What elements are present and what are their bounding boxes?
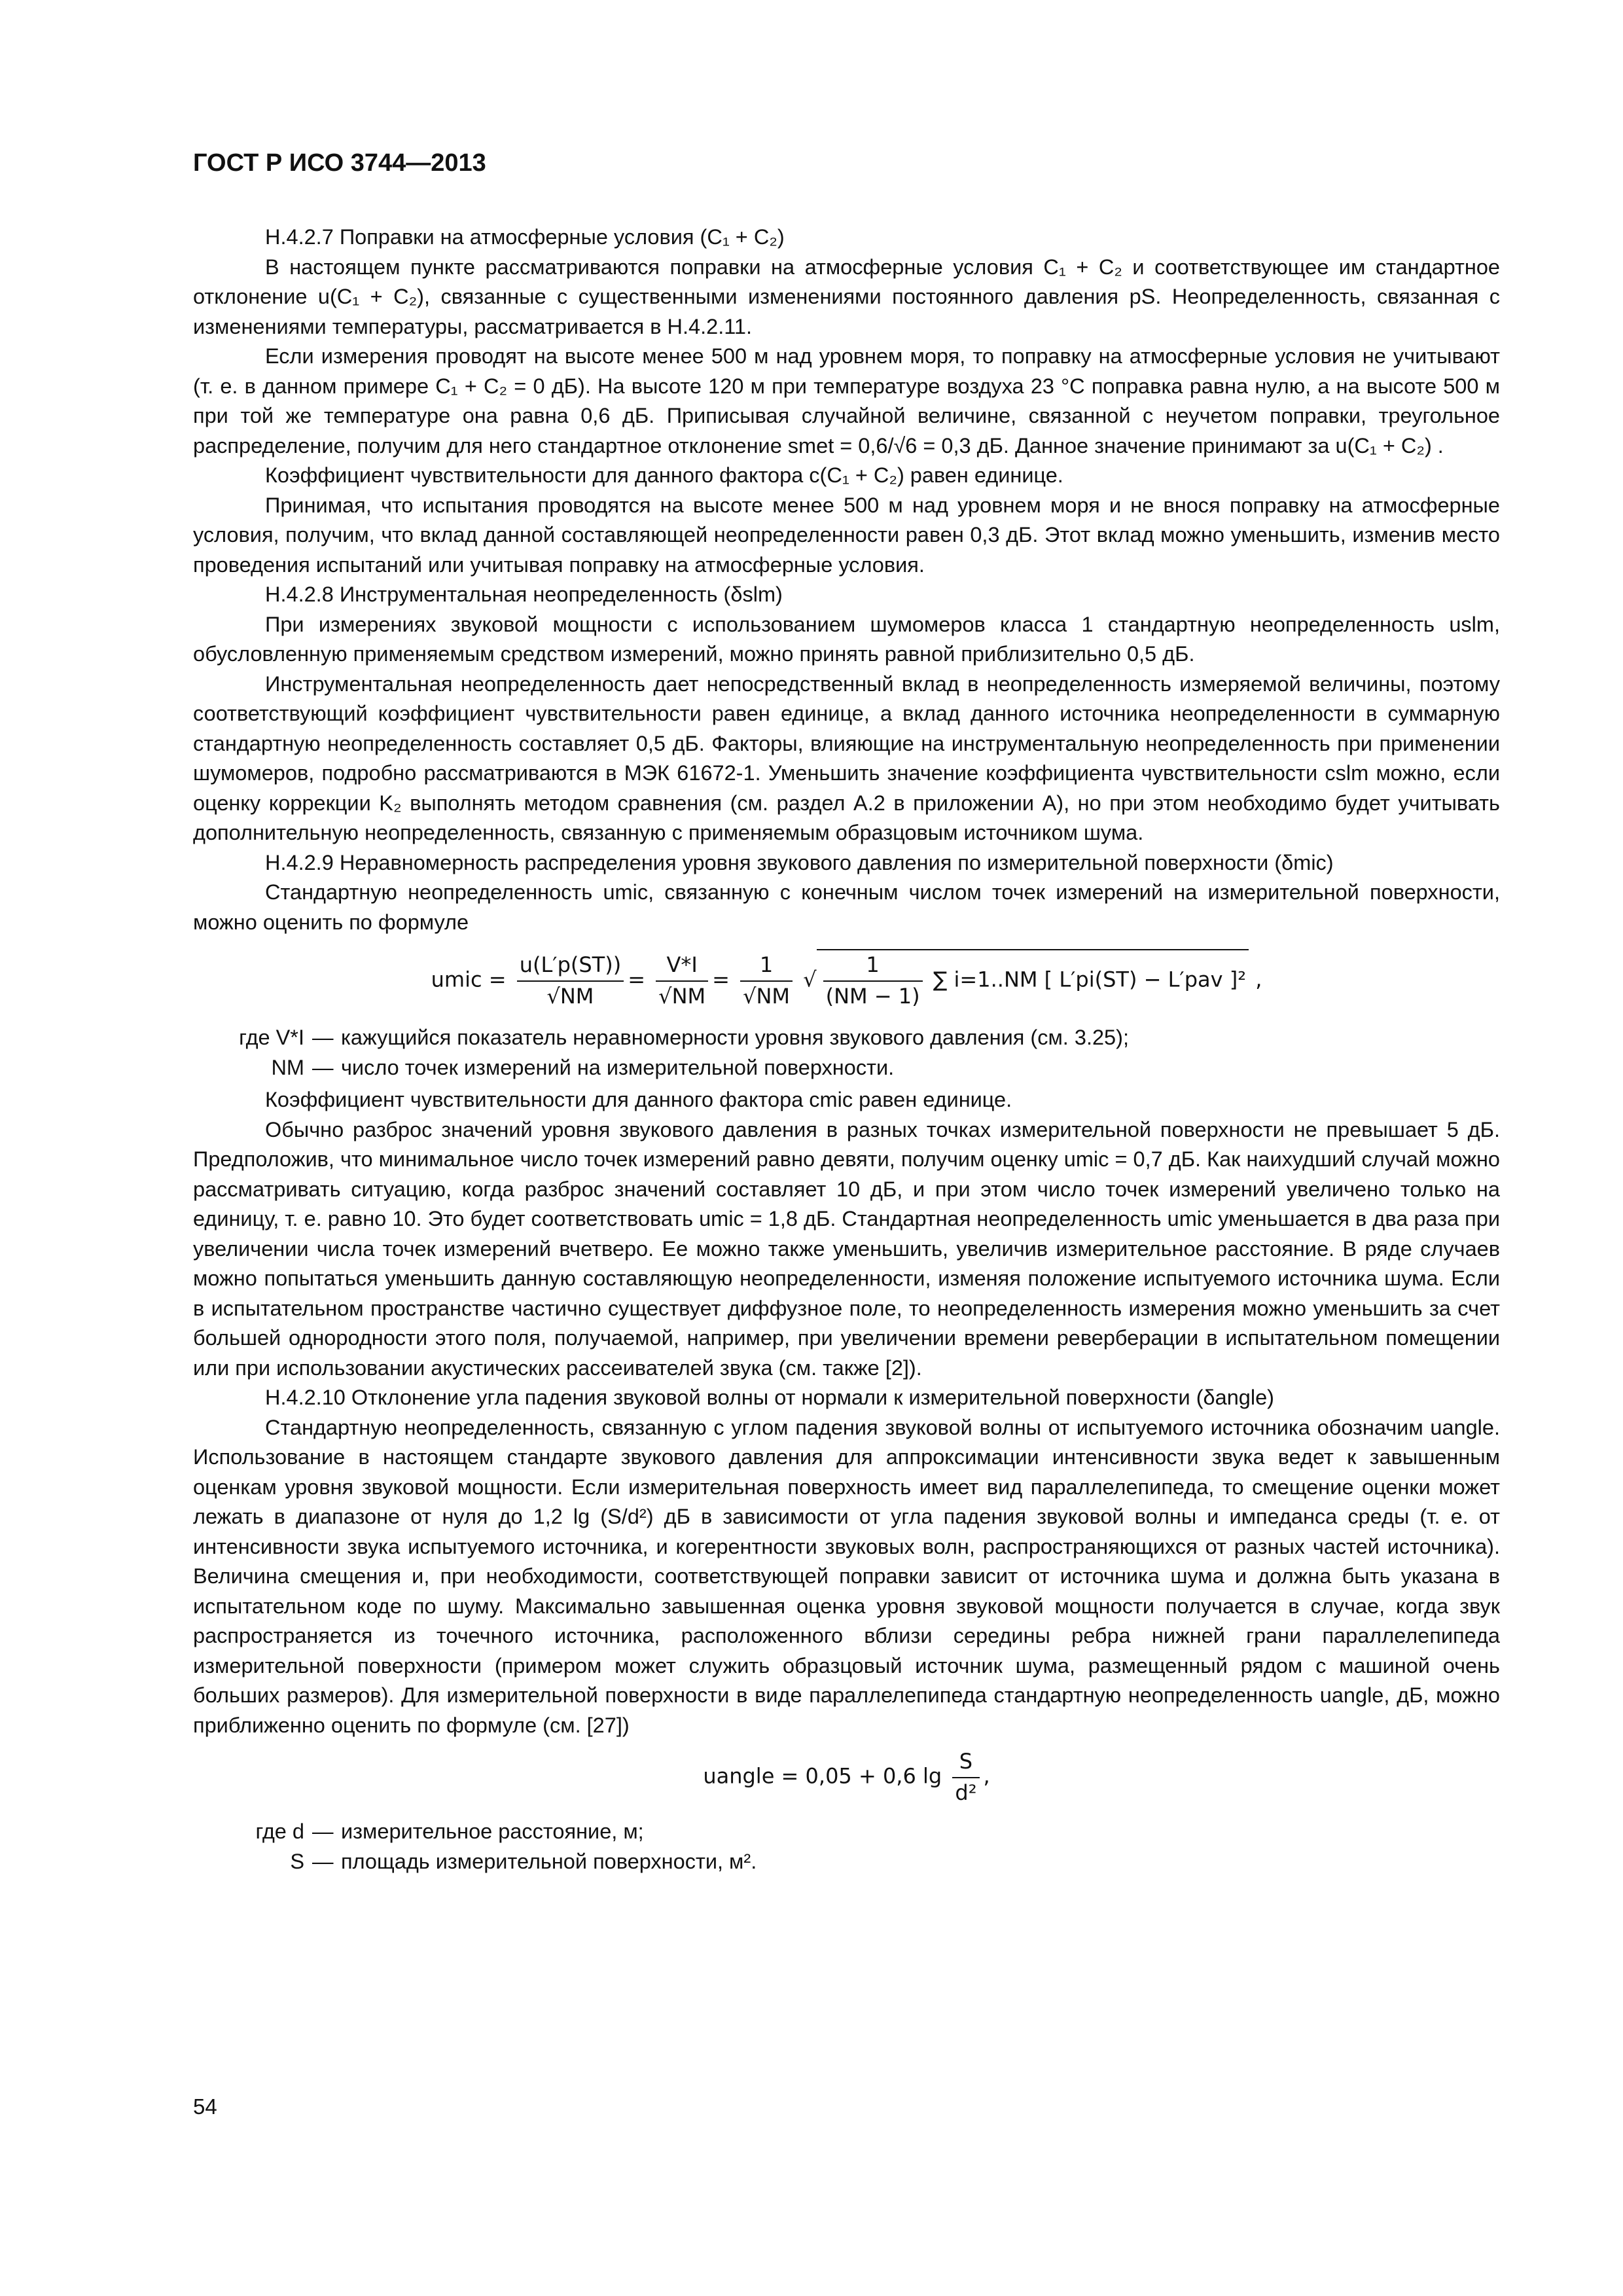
fraction-numerator: S [952, 1747, 979, 1778]
fraction-denominator: (NM − 1) [825, 983, 920, 1009]
section-heading: Н.4.2.10 Отклонение угла падения звуковой волны от нормали к измерительной поверхности (δangle) [265, 1386, 1274, 1409]
paragraph: Инструментальная неопределенность дает непосредственный вклад в неопределенность измеряемой величины, поэтому соответствующий коэффициент чувствительности равен единице, а вклад данного источника неопределенности в суммарную стандартную неопределенность составляет 0,5 дБ. Факторы, влияющие на инструментальную неопределенность при применении шумомеров, подробно рассматриваются в МЭК 61672-1. Уменьшить значение коэффициента чувствительности cslm можно, если оценку коррекции K₂ выполнять методом сравнения (см. раздел А.2 в приложении А), но при этом необходимо будет учитывать дополнительную неопределенность, связанную с применяемым образцовым источником шума. [193, 672, 1500, 844]
definition-dash: — [312, 1026, 334, 1049]
definition-dash: — [312, 1055, 334, 1079]
paragraph: Коэффициент чувствительности для данного фактора cmic равен единице. [265, 1088, 1012, 1111]
formula-tail: , [1255, 967, 1262, 992]
definitions-list [193, 1817, 1500, 1876]
sqrt-content [817, 949, 1249, 1011]
fraction-denominator: √NM [743, 983, 791, 1009]
definition-row [193, 1023, 1500, 1053]
fraction [740, 950, 793, 1011]
definition-row [193, 1817, 1500, 1847]
section-heading: Н.4.2.9 Неравномерность распределения уровня звукового давления по измерительной поверхности (δmic) [265, 850, 1334, 874]
definition-text: измерительное расстояние, м; [341, 1820, 644, 1843]
definitions-list [193, 1023, 1500, 1083]
definition-symbol: где V*I [239, 1026, 304, 1049]
paragraph: Стандартную неопределенность, связанную с углом падения звуковой волны от испытуемого источника обозначим uangle. Использование в настоящем стандарте звукового давления для аппроксимации интенсивности звука ведет к завышенным оценкам уровня звуковой мощности. Если измерительная поверхность имеет вид параллелепипеда, то смещение оценки может лежать в диапазоне от нуля до 1,2 lg (S/d²) дБ в зависимости от угла падения звуковой волны и импеданса среды (т. е. от интенсивности звука испытуемого источника, и когерентности звуковых волн, распространяющихся от разных частей источника). Величина смещения и, при необходимости, соответствующей поправки зависит от источника шума и должна быть указана в испытательном коде по шуму. Максимально завышенная оценка уровня звуковой мощности получается в случае, когда звук распространяется из точечного источника, расположенного вблизи середины ребра нижней грани параллелепипеда измерительной поверхности (примером может служить образцовый источник шума, размещенный рядом с машиной очень больших размеров). Для измерительной поверхности в виде параллелепипеда стандартную неопределенность uangle, дБ, можно приближенно оценить по формуле (см. [27]) [193, 1415, 1500, 1737]
fraction-numerator: 1 [740, 950, 793, 982]
fraction-denominator: d² [955, 1780, 977, 1805]
definition-text: число точек измерений на измерительной поверхности. [341, 1055, 895, 1079]
definition-dash: — [312, 1820, 334, 1843]
fraction-numerator: u(L′p(ST)) [517, 950, 624, 982]
section-heading: Н.4.2.8 Инструментальная неопределенность (δslm) [265, 583, 783, 606]
formula-lhs: umic = [431, 967, 507, 992]
definition-symbol: где d [255, 1820, 304, 1843]
definition-dash: — [312, 1849, 334, 1873]
paragraph: Принимая, что испытания проводятся на высоте менее 500 м над уровнем моря и не внося поправку на атмосферные условия, получим, что вклад данной составляющей неопределенности равен 0,3 дБ. Этот вклад можно уменьшить, изменив место проведения испытаний или учитывая поправку на атмосферные условия. [193, 493, 1500, 577]
formula-tail: , [983, 1763, 990, 1789]
sqrt-icon: √ [803, 967, 817, 992]
paragraph: При измерениях звуковой мощности с использованием шумомеров класса 1 стандартную неопределенность uslm, обусловленную применяемым средством измерений, можно принять равной приблизительно 0,5 дБ. [193, 612, 1500, 666]
definition-symbol: S [290, 1849, 304, 1873]
sum-expression: ∑ i=1..NM [ L′pi(ST) − L′pav ]² [933, 967, 1247, 992]
formula-lhs: uangle = 0,05 + 0,6 lg [703, 1763, 942, 1789]
fraction [823, 950, 923, 1011]
fraction-denominator: √NM [546, 983, 594, 1009]
definition-text: площадь измерительной поверхности, м². [341, 1849, 757, 1873]
fraction-numerator: V*I [656, 950, 708, 982]
page-number: 54 [193, 2094, 217, 2119]
formula-umic: umic = $\frac{u(L'p(ST))}{√NM}$ = $\frac{V*I}{√NM}$ = $\frac{1}{√NM}$ √ $\frac{1}{(NM - 1)}$ ∑ i=1..NM [ L′pi(ST) − L′pav ]² , [193, 949, 1500, 1011]
paragraph: Обычно разброс значений уровня звукового давления в разных точках измерительной поверхности не превышает 5 дБ. Предположив, что минимальное число точек измерений равно девяти, получим оценку umic = 0,7 дБ. Как наихудший случай можно рассматривать ситуацию, когда разброс значений составляет 10 дБ, и при этом число точек измерений увеличено только на единицу, т. е. равно 10. Это будет соответствовать umic = 1,8 дБ. Стандартная неопределенность umic уменьшается в два раза при увеличении числа точек измерений вчетверо. Ее можно также уменьшить, увеличив измерительное расстояние. В ряде случаев можно попытаться уменьшить данную составляющую неопределенности, изменяя положение испытуемого источника шума. Если в испытательном пространстве частично существует диффузное поле, то неопределенность измерения можно уменьшить за счет большей однородности этого поля, получаемой, например, при увеличении времени реверберации в испытательном помещении или при использовании акустических рассеивателей звука (см. также [2]). [193, 1117, 1500, 1380]
fraction [517, 950, 624, 1011]
paragraph: Если измерения проводят на высоте менее 500 м над уровнем моря, то поправку на атмосферные условия не учитывают (т. е. в данном примере C₁ + C₂ = 0 дБ). На высоте 120 м при температуре воздуха 23 °С поправка равна нулю, а на высоте 500 м при той же температуре она равна 0,6 дБ. Приписывая случайной величине, связанной с неучетом поправки, треугольное распределение, получим для него стандартное отклонение smet = 0,6/√6 = 0,3 дБ. Данное значение принимают за u(C₁ + C₂) . [193, 344, 1500, 457]
definition-row [193, 1847, 1500, 1877]
paragraph: В настоящем пункте рассматриваются поправки на атмосферные условия C₁ + C₂ и соответствующее им стандартное отклонение u(C₁ + C₂), связанные с существенными изменениями постоянного давления pS. Неопределенность, связанная с изменениями температуры, рассматривается в Н.4.2.11. [193, 255, 1500, 338]
definition-row [193, 1053, 1500, 1083]
paragraph: Стандартную неопределенность umic, связанную с конечным числом точек измерений на измерительной поверхности, можно оценить по формуле [193, 880, 1500, 934]
fraction-denominator: √NM [658, 983, 706, 1009]
page-header-title: ГОСТ Р ИСО 3744—2013 [193, 149, 486, 177]
fraction [952, 1747, 979, 1808]
section-heading: Н.4.2.7 Поправки на атмосферные условия (C₁ + C₂) [265, 225, 785, 249]
formula-uangle [193, 1747, 1500, 1808]
fraction-numerator: 1 [823, 950, 923, 982]
definition-text: кажущийся показатель неравномерности уровня звукового давления (см. 3.25); [341, 1026, 1129, 1049]
definition-symbol: NM [271, 1055, 304, 1079]
document-body [193, 223, 1500, 1879]
paragraph: Коэффициент чувствительности для данного фактора c(C₁ + C₂) равен единице. [265, 463, 1063, 487]
fraction [656, 950, 708, 1011]
